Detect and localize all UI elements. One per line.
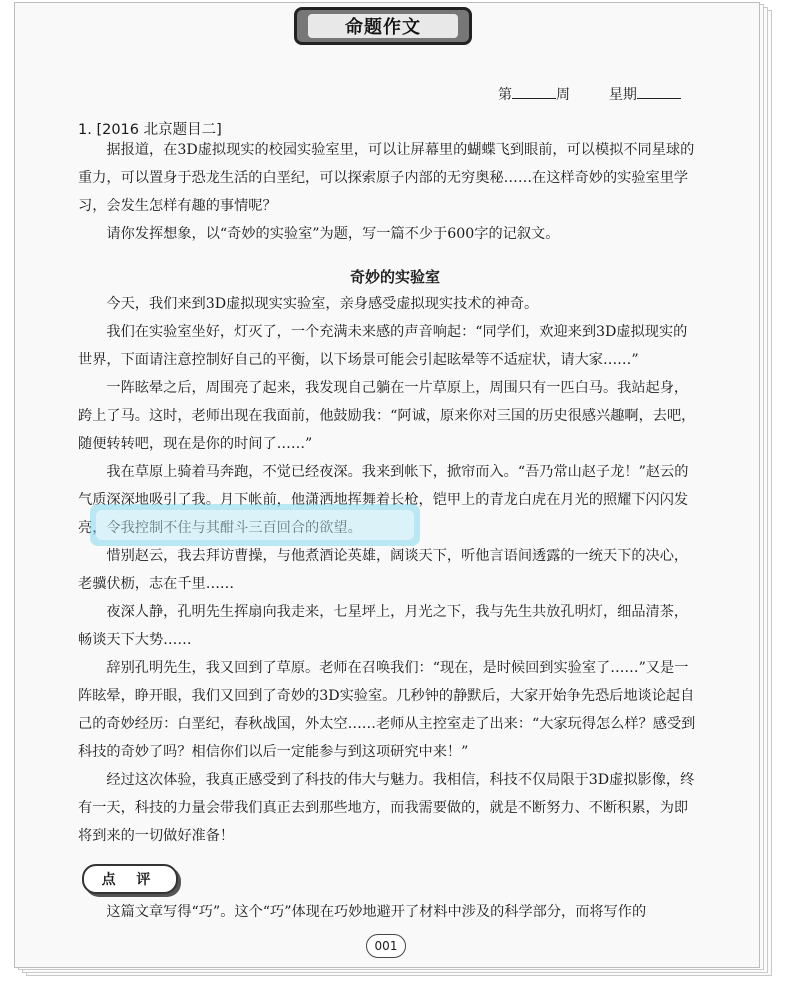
prompt-paragraph: 据报道，在3D虚拟现实的校园实验室里，可以让屏幕里的蝴蝶飞到眼前，可以模拟不同星球的重力，可以置身于恐龙生活的白垩纪，可以探索原子内部的无穷奥秘……在这样奇妙的实验室里学习，会发生怎样有趣的事情呢？	[78, 142, 695, 214]
essay-paragraph: 惜别赵云，我去拜访曹操，与他煮酒论英雄，阔谈天下，听他言语间透露的一统天下的决心，老骥伏枥，志在千里……	[78, 548, 689, 592]
week-field	[498, 84, 681, 104]
essay-paragraph: 辞别孔明先生，我又回到了草原。老师在召唤我们：“现在，是时候回到实验室了……”又是一阵眩晕，睁开眼，我们又回到了奇妙的3D实验室。几秒钟的静默后，大家开始争先恐后地谈论起自己的奇妙经历：白垩纪，春秋战国，外太空……老师从主控室走了出来：“大家玩得怎么样？感受到科技的奇妙了吗？相信你们以后一定能参与到这项研究中来！”	[78, 660, 696, 760]
review-paragraph: 这篇文章写得“巧”。这个“巧”体现在巧妙地避开了材料中涉及的科学部分，而将写作的	[106, 904, 647, 920]
weekday-label: 星期	[608, 87, 637, 103]
week-prefix: 第	[498, 87, 512, 103]
review-badge: 点 评	[82, 864, 178, 894]
section-title: 命题作文	[308, 14, 458, 38]
week-suffix: 周	[556, 87, 570, 103]
review-text	[78, 898, 698, 926]
section-header	[294, 7, 472, 45]
essay-title: 奇妙的实验室	[349, 268, 440, 286]
page-number: 001	[366, 934, 406, 958]
weekday-blank	[637, 86, 681, 99]
essay-paragraph: 今天，我们来到3D虚拟现实实验室，亲身感受虚拟现实技术的神奇。	[106, 296, 539, 312]
question-number: 1.	[78, 122, 92, 138]
question-source: [2016 北京题目二]	[96, 122, 222, 138]
prompt-paragraph: 请你发挥想象，以“奇妙的实验室”为题，写一篇不少于600字的记叙文。	[106, 226, 560, 242]
essay-paragraph: 夜深人静，孔明先生挥扇向我走来，七星坪上，月光之下，我与先生共放孔明灯，细品清茶，畅谈天下大势……	[78, 604, 689, 648]
essay-paragraph: 我们在实验室坐好，灯灭了，一个充满未来感的声音响起：“同学们，欢迎来到3D虚拟现实的世界，下面请注意控制好自己的平衡，以下场景可能会引起眩晕等不适症状，请大家……”	[78, 324, 688, 368]
essay-paragraph: 我在草原上骑着马奔跑，不觉已经夜深。我来到帐下，掀帘而入。“吾乃常山赵子龙！”赵云的气质深深地吸引了我。月下帐前，他潇洒地挥舞着长枪，铠甲上的青龙白虎在月光的照耀下闪闪发亮，令我控制不住与其酣斗三百回合的欲望。	[78, 464, 689, 536]
essay-body	[78, 290, 698, 850]
essay-paragraph: 一阵眩晕之后，周围亮了起来，我发现自己躺在一片草原上，周围只有一匹白马。我站起身，跨上了马。这时，老师出现在我面前，他鼓励我：“阿诚，原来你对三国的历史很感兴趣啊，去吧，随便转转吧，现在是你的时间了……”	[78, 380, 696, 452]
essay-paragraph: 经过这次体验，我真正感受到了科技的伟大与魅力。我相信，科技不仅局限于3D虚拟影像，终有一天，科技的力量会带我们真正去到那些地方，而我需要做的，就是不断努力、不断积累，为即将到来的一切做好准备！	[78, 772, 695, 844]
question-prompt	[78, 136, 698, 248]
week-blank	[512, 86, 556, 99]
